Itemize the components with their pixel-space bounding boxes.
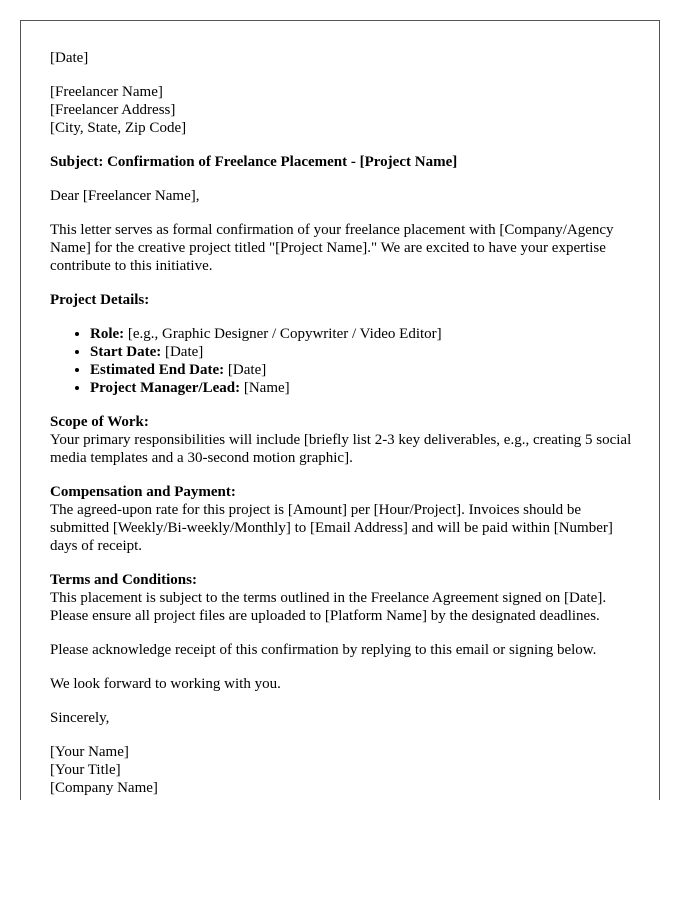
scope-section bbox=[50, 413, 640, 467]
project-details-title: Project Details: bbox=[50, 292, 150, 308]
closing-line: We look forward to working with you. bbox=[50, 676, 281, 692]
detail-role bbox=[90, 325, 640, 343]
project-details-list bbox=[50, 325, 640, 397]
detail-role-value: [e.g., Graphic Designer / Copywriter / Video Editor] bbox=[124, 326, 442, 342]
signature-title: [Your Title] bbox=[50, 762, 121, 778]
detail-end-date-value: [Date] bbox=[224, 362, 267, 378]
detail-end-date-label: Estimated End Date: bbox=[90, 362, 225, 378]
terms-title: Terms and Conditions: bbox=[50, 572, 197, 588]
signoff: Sincerely, bbox=[50, 710, 110, 726]
signature-company: [Company Name] bbox=[50, 780, 158, 796]
recipient-name: [Freelancer Name] bbox=[50, 84, 163, 100]
compensation-section bbox=[50, 483, 640, 555]
scope-text: Your primary responsibilities will include [briefly list 2-3 key deliverables, e.g., creating 5 social media templates and a 30-second motion graphic]. bbox=[50, 432, 632, 466]
terms-section bbox=[50, 571, 640, 625]
detail-end-date bbox=[90, 361, 640, 379]
detail-project-manager-label: Project Manager/Lead: bbox=[90, 380, 241, 396]
signature-name: [Your Name] bbox=[50, 744, 129, 760]
recipient-city-state-zip: [City, State, Zip Code] bbox=[50, 120, 187, 136]
letter-subject: Subject: Confirmation of Freelance Placement - [Project Name] bbox=[50, 154, 458, 170]
letter-salutation: Dear [Freelancer Name], bbox=[50, 188, 200, 204]
recipient-block bbox=[50, 83, 640, 137]
terms-text: This placement is subject to the terms outlined in the Freelance Agreement signed on [Date]. Please ensure all project files are uploaded to [Platform Name] by the designated deadlines. bbox=[50, 590, 607, 624]
letter-date: [Date] bbox=[50, 50, 89, 66]
detail-project-manager-value: [Name] bbox=[240, 380, 290, 396]
acknowledge-text: Please acknowledge receipt of this confirmation by replying to this email or signing below. bbox=[50, 642, 597, 658]
detail-start-date-value: [Date] bbox=[161, 344, 204, 360]
detail-start-date bbox=[90, 343, 640, 361]
detail-start-date-label: Start Date: bbox=[90, 344, 162, 360]
detail-role-label: Role: bbox=[90, 326, 125, 342]
compensation-title: Compensation and Payment: bbox=[50, 484, 236, 500]
compensation-text: The agreed-upon rate for this project is [Amount] per [Hour/Project]. Invoices should be submitted [Weekly/Bi-weekly/Monthly] to [Email Address] and will be paid within [Number] days of receipt. bbox=[50, 502, 613, 554]
letter-body bbox=[50, 49, 640, 800]
signature-block bbox=[50, 743, 640, 797]
detail-project-manager bbox=[90, 379, 640, 397]
recipient-address: [Freelancer Address] bbox=[50, 102, 176, 118]
scope-title: Scope of Work: bbox=[50, 414, 149, 430]
letter-page bbox=[20, 20, 660, 800]
letter-intro: This letter serves as formal confirmation of your freelance placement with [Company/Agency Name] for the creative project titled "[Project Name]." We are excited to have your expertise contribute to this initiative. bbox=[50, 222, 614, 274]
